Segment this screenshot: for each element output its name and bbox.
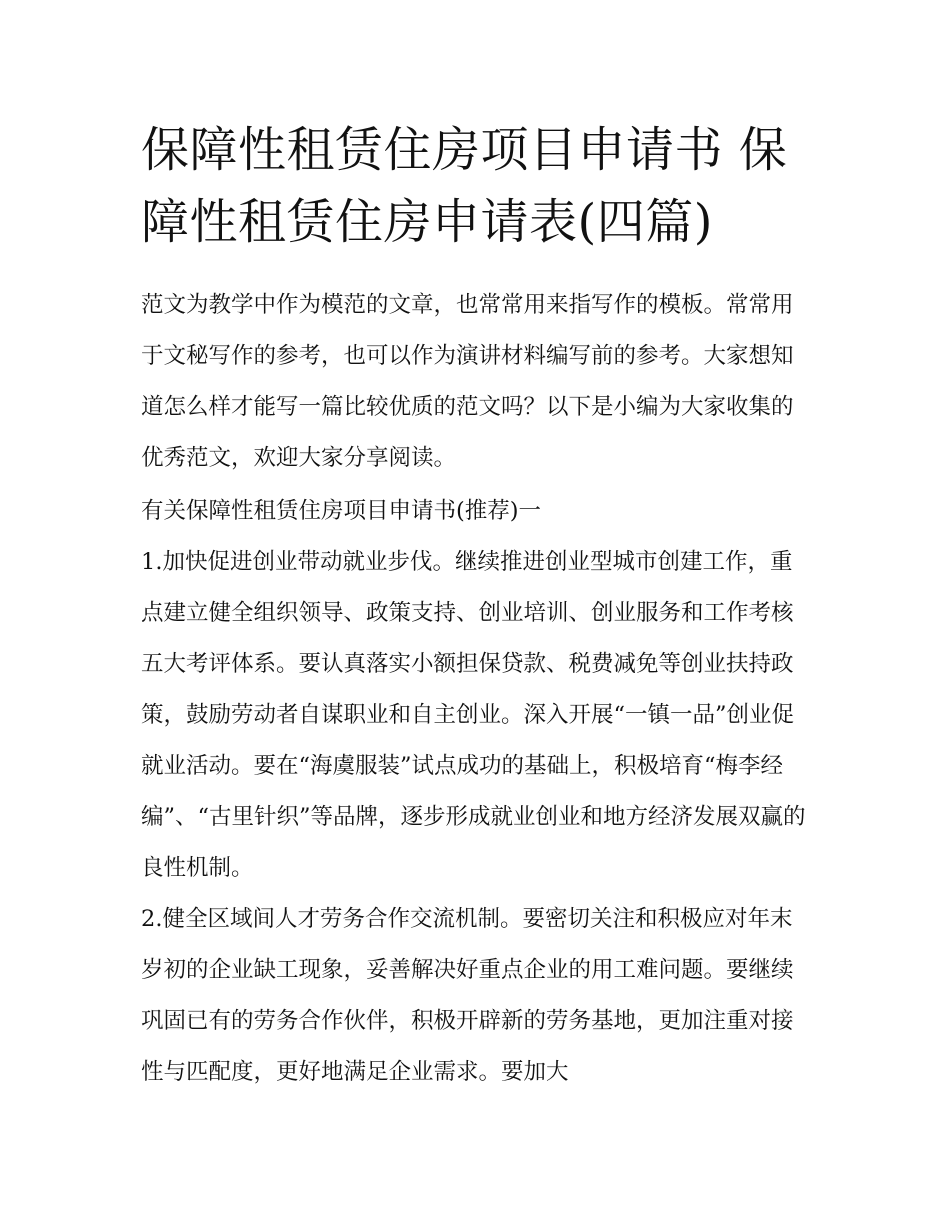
list-item: 2.健全区域间人才劳务合作交流机制。要密切关注和积极应对年末岁初的企业缺工现象，妥善解决好重点企业的用工难问题。要继续巩固已有的劳务合作伙伴，积极开辟新的劳务基地，更加注重对接性与匹配度，更好地满足企业需求。要加大: [141, 906, 794, 1085]
document-body: [141, 280, 813, 1098]
list-item: 1.加快促进创业带动就业步伐。继续推进创业型城市创建工作，重点建立健全组织领导、政策支持、创业培训、创业服务和工作考核五大考评体系。要认真落实小额担保贷款、税费减免等创业扶持政策，鼓励劳动者自谋职业和自主创业。深入开展“一镇一品”创业促就业活动。要在“海虞服装”试点成功的基础上，积极培育“梅李经编”、“古里针织”等品牌，逐步形成就业创业和地方经济发展双赢的良性机制。: [141, 549, 806, 881]
document-title: 保障性租赁住房项目申请书 保障性租赁住房申请表(四篇): [141, 122, 788, 250]
document-page: [141, 114, 813, 1098]
intro-paragraph: 范文为教学中作为模范的文章，也常常用来指写作的模板。常常用于文秘写作的参考，也可以作为演讲材料编写前的参考。大家想知道怎么样才能写一篇比较优质的范文吗？以下是小编为大家收集的优秀范文，欢迎大家分享阅读。: [141, 292, 794, 471]
section-heading: 有关保障性租赁住房项目申请书(推荐)一: [141, 498, 542, 524]
